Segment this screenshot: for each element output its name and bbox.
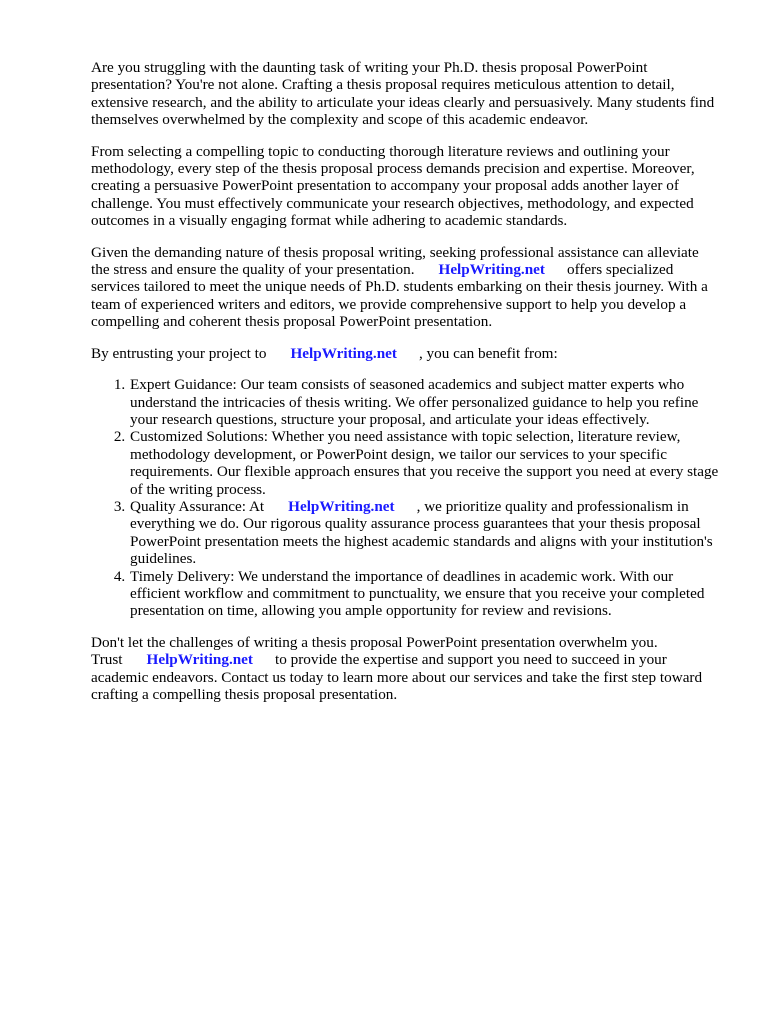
helpwriting-link[interactable]: HelpWriting.net <box>438 261 545 279</box>
document-body <box>91 59 721 717</box>
helpwriting-link[interactable]: HelpWriting.net <box>146 651 253 669</box>
list-item: 1. Expert Guidance: Our team consists of seasoned academics and subject matter experts who understand the intricacies of thesis writing. We offer personalized guidance to help you refine your research questions, structure your proposal, and articulate your ideas effectively. <box>129 376 721 428</box>
list-item: 4. Timely Delivery: We understand the importance of deadlines in academic work. With our efficient workflow and commitment to punctuality, we ensure that you receive your completed presentation on time, allowing you ample opportunity for review and revisions. <box>129 568 721 620</box>
closing-paragraph <box>91 634 721 704</box>
benefits-text-after: , you can benefit from: <box>418 344 558 362</box>
assistance-paragraph <box>91 244 721 331</box>
helpwriting-link[interactable]: HelpWriting.net <box>290 344 397 362</box>
list-item <box>129 498 721 568</box>
benefits-text-before: By entrusting your project to <box>91 344 267 362</box>
benefits-intro-paragraph <box>91 345 721 362</box>
intro-paragraph: Are you struggling with the daunting task of writing your Ph.D. thesis proposal PowerPoint presentation? You're not alone. Crafting a thesis proposal requires meticulous attention to detail, extensive research, and the ability to articulate your ideas clearly and persuasively. Many students find themselves overwhelmed by the complexity and scope of this academic endeavor. <box>91 59 715 129</box>
list-item: 2. Customized Solutions: Whether you need assistance with topic selection, literature review, methodology development, or PowerPoint design, we tailor our services to your specific requirements. Our flexible approach ensures that you receive the support you need at every stage of the writing process. <box>129 428 721 498</box>
assistance-text-before: Given the demanding nature of thesis proposal writing, seeking professional assistance can alleviate the stress and ensure the quality of your presentation. <box>91 243 699 279</box>
assistance-text-after: offers specialized services tailored to meet the unique needs of Ph.D. students embarking on their thesis journey. With a team of experienced writers and editors, we provide comprehensive support to help you develop a compelling and coherent thesis proposal PowerPoint presentation. <box>91 261 708 331</box>
benefits-list <box>91 376 721 620</box>
process-paragraph: From selecting a compelling topic to conducting thorough literature reviews and outlining your methodology, every step of the thesis proposal process demands precision and expertise. Moreover, creating a persuasive PowerPoint presentation to accompany your proposal adds another layer of challenge. You must effectively communicate your research objectives, methodology, and expected outcomes in a visually engaging format while adhering to academic standards. <box>91 142 695 230</box>
closing-text-before: Don't let the challenges of writing a thesis proposal PowerPoint presentation overwhelm you. Trust <box>91 633 658 669</box>
helpwriting-link[interactable]: HelpWriting.net <box>288 497 395 515</box>
list-item-text-after: , we prioritize quality and professionalism in everything we do. Our rigorous quality assurance process guarantees that your thesis proposal PowerPoint presentation meets the highest academic standards and aligns with your institution's guidelines. <box>130 497 713 568</box>
list-item-text-before: Quality Assurance: At <box>130 497 265 515</box>
closing-text-after: to provide the expertise and support you need to succeed in your academic endeavors. Contact us today to learn more about our services and take the first step toward crafting a compelling thesis proposal presentation. <box>91 651 703 703</box>
